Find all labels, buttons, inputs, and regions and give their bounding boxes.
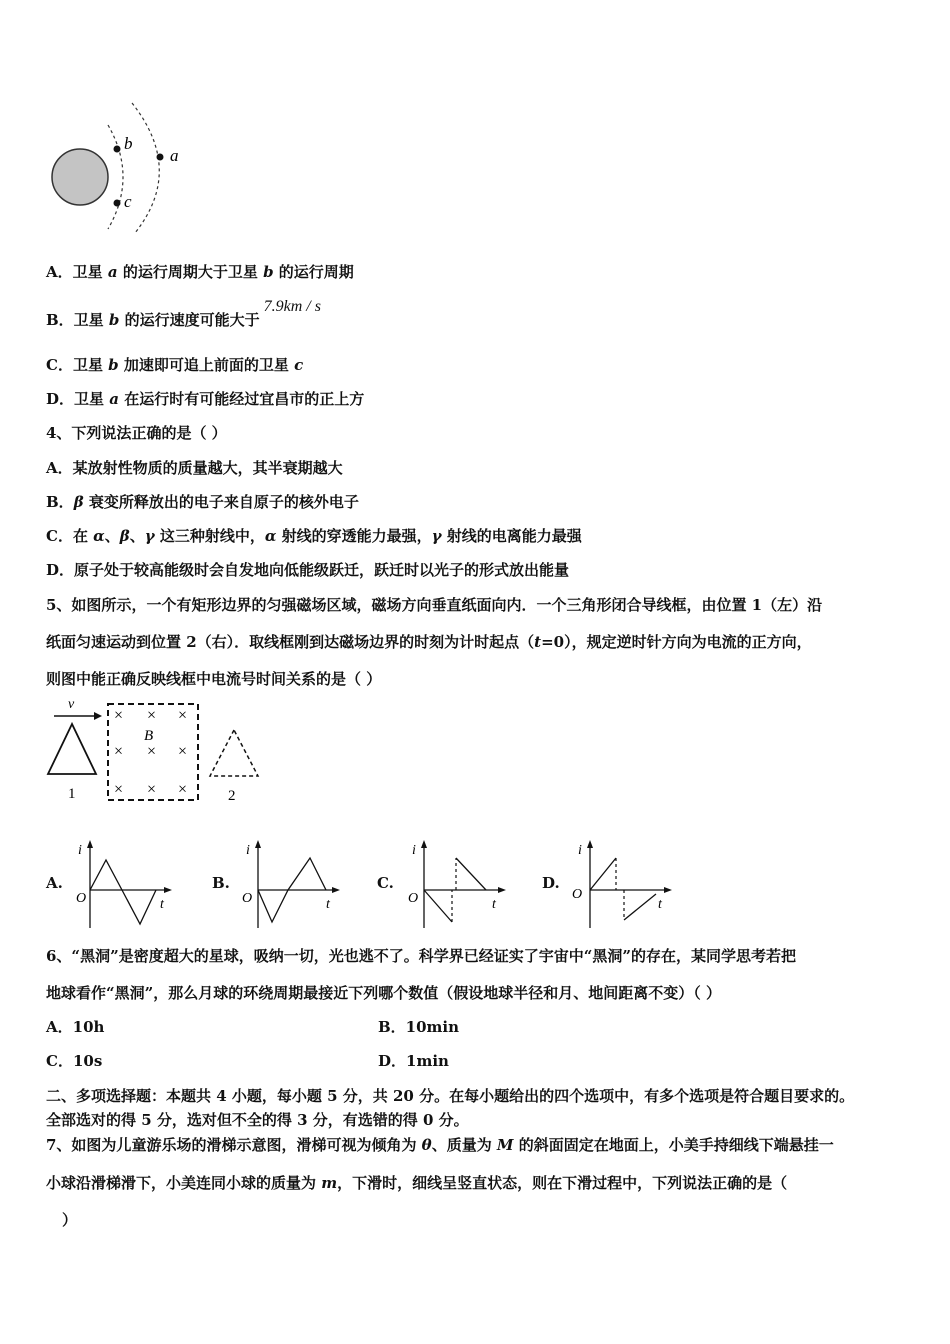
- q4-option-d: D．原子处于较高能级时会自发地向低能级跃迁，跃迁时以光子的形式放出能量: [46, 561, 570, 579]
- field-cross: ×: [147, 743, 157, 760]
- q3-option-d: D．卫星 a 在运行时有可能经过宜昌市的正上方: [46, 390, 365, 408]
- satellite-orbit-figure: [40, 95, 200, 235]
- current-curve: [90, 860, 156, 924]
- q5-graph-b: [234, 836, 344, 936]
- svg-text:i: i: [578, 843, 582, 858]
- q5-field-figure: [40, 696, 270, 806]
- q5-graph-d: [566, 836, 676, 936]
- q3-option-c: C．卫星 b 加速即可追上前面的卫星 c: [46, 356, 304, 374]
- q5-stem-line3: 则图中能正确反映线框中电流号时间关系的是（ ）: [46, 670, 382, 688]
- svg-text:t: t: [492, 897, 496, 912]
- q7-stem-line3: ）: [62, 1211, 78, 1229]
- q7-stem-line1: 7、如图为儿童游乐场的滑梯示意图，滑梯可视为倾角为 θ、质量为 M 的斜面固定在地面上，小美手持细线下端悬挂一: [46, 1136, 834, 1154]
- position-1-label: 1: [68, 786, 76, 802]
- q6-option-b: B．10min: [378, 1018, 460, 1036]
- q6-stem-line2: 地球看作“黑洞”，那么月球的环绕周期最接近下列哪个数值（假设地球半径和月、地间距离不变）（ ）: [46, 984, 721, 1002]
- earth-circle: [52, 149, 108, 205]
- q3-option-a: A．卫星 a 的运行周期大于卫星 b 的运行周期: [46, 263, 354, 281]
- q5-stem-line2: 纸面匀速运动到位置 2（右）．取线框刚到达磁场边界的时刻为计时起点（t=0），规定逆时针方向为电流的正方向，: [46, 633, 812, 651]
- field-cross: ×: [114, 707, 124, 724]
- velocity-arrowhead: [94, 712, 102, 720]
- q5-option-b-label: B.: [212, 874, 230, 892]
- speed-formula: 7.9km / s: [263, 298, 321, 315]
- q6-option-c: C．10s: [46, 1052, 103, 1070]
- q5-option-d-label: D.: [542, 874, 560, 892]
- svg-text:t: t: [658, 897, 662, 912]
- satellite-b-label: b: [124, 134, 133, 153]
- satellite-c-dot: [114, 200, 121, 207]
- field-cross: ×: [147, 707, 157, 724]
- svg-text:i: i: [78, 843, 82, 858]
- satellite-a-label: a: [170, 146, 179, 165]
- q6-option-a: A．10h: [46, 1018, 105, 1036]
- svg-text:i: i: [412, 843, 416, 858]
- q5-option-c-label: C.: [377, 874, 394, 892]
- current-curve: [424, 890, 452, 922]
- field-cross: ×: [178, 707, 188, 724]
- q4-option-a: A．某放射性物质的质量越大，其半衰期越大: [46, 459, 343, 477]
- q4-option-b: B．β 衰变所释放出的电子来自原子的核外电子: [46, 493, 359, 511]
- q5-graph-c: [400, 836, 510, 936]
- orbit-outer: [132, 103, 159, 233]
- svg-text:O: O: [76, 891, 87, 906]
- svg-text:O: O: [242, 891, 253, 906]
- q6-stem-line1: 6、“黑洞”是密度超大的星球，吸纳一切，光也逃不了。科学界已经证实了宇宙中“黑洞”的存在，某同学思考若把: [46, 947, 796, 965]
- field-label-b: B: [144, 728, 154, 744]
- triangle-position-1: [48, 724, 96, 774]
- svg-text:i: i: [246, 843, 250, 858]
- satellite-c-label: c: [124, 192, 132, 211]
- velocity-label: v: [68, 697, 75, 712]
- q4-option-c: C．在 α、β、γ 这三种射线中，α 射线的穿透能力最强，γ 射线的电离能力最强: [46, 527, 582, 545]
- q4-stem: 4、下列说法正确的是（ ）: [46, 424, 227, 442]
- current-curve: [456, 858, 486, 890]
- current-curve: [624, 894, 656, 920]
- svg-text:O: O: [408, 891, 419, 906]
- q5-stem-line1: 5、如图所示，一个有矩形边界的匀强磁场区域，磁场方向垂直纸面向内．一个三角形闭合导线框，由位置 1（左）沿: [46, 596, 823, 614]
- q5-graph-a: [66, 836, 176, 936]
- current-curve: [590, 858, 616, 890]
- q5-option-a-label: A.: [46, 874, 63, 892]
- field-cross: ×: [178, 743, 188, 760]
- svg-text:t: t: [160, 897, 164, 912]
- section2-heading-line2: 全部选对的得 5 分，选对但不全的得 3 分，有选错的得 0 分。: [46, 1111, 469, 1129]
- svg-text:O: O: [572, 887, 583, 902]
- orbit-inner: [108, 125, 123, 229]
- satellite-b-dot: [114, 146, 121, 153]
- position-2-label: 2: [228, 788, 236, 804]
- field-cross: ×: [114, 743, 124, 760]
- field-cross: ×: [147, 781, 157, 798]
- q6-option-d: D．1min: [378, 1052, 449, 1070]
- q3-option-b: B．卫星 b 的运行速度可能大于7.9km / s: [46, 298, 321, 329]
- field-cross: ×: [114, 781, 124, 798]
- field-cross: ×: [178, 781, 188, 798]
- triangle-position-2: [210, 730, 258, 776]
- satellite-a-dot: [157, 154, 164, 161]
- svg-text:t: t: [326, 897, 330, 912]
- q7-stem-line2: 小球沿滑梯滑下，小美连同小球的质量为 m，下滑时，细线呈竖直状态，则在下滑过程中，下列说法正确的是（: [46, 1174, 788, 1192]
- section2-heading-line1: 二、多项选择题：本题共 4 小题，每小题 5 分，共 20 分。在每小题给出的四个选项中，有多个选项是符合题目要求的。: [46, 1087, 855, 1105]
